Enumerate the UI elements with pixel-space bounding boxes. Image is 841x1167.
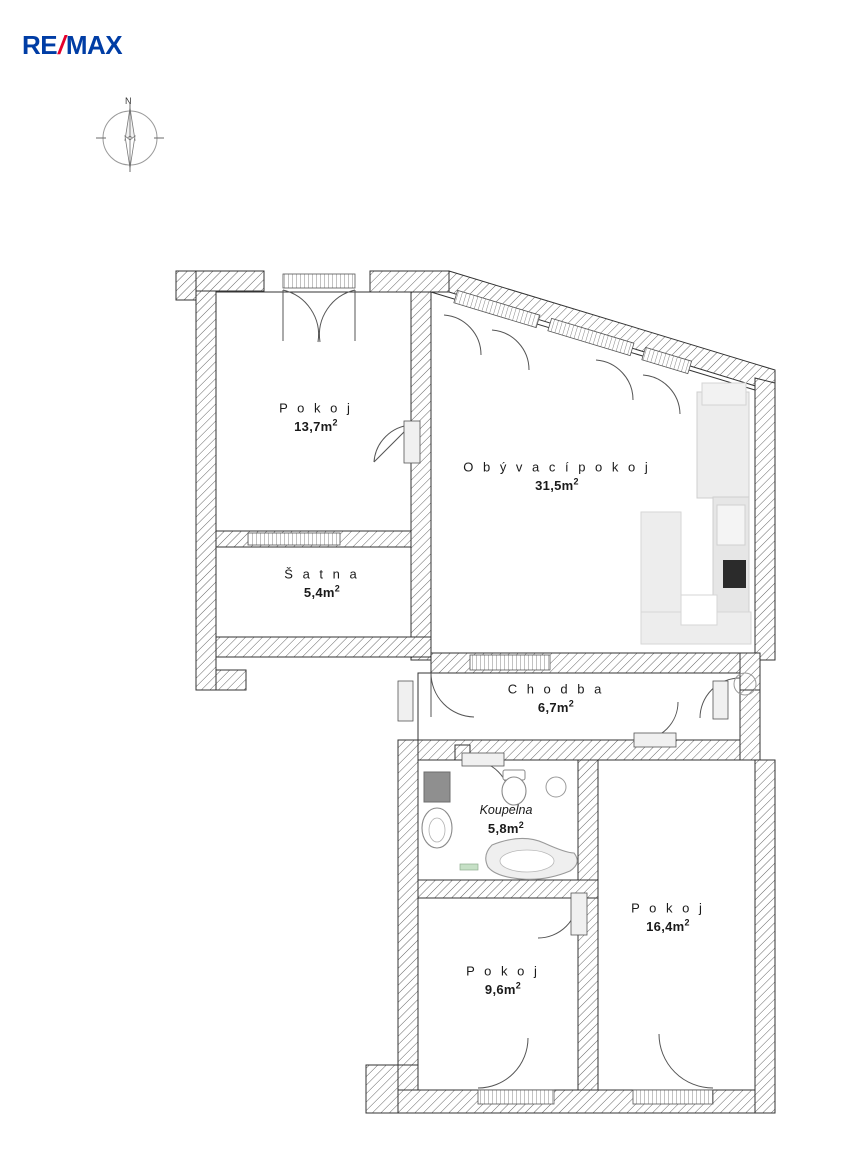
- room-area: $16,4m^2$: [646, 917, 690, 935]
- window-satna: [248, 533, 340, 545]
- room-name: P o k o j: [466, 963, 540, 979]
- window-pokoj-13-7: [283, 274, 355, 288]
- window-pokoj-9-6: [478, 1090, 554, 1104]
- room-area: $9,6m^2$: [484, 980, 522, 998]
- room-label-pokoj-16-4: [631, 901, 705, 936]
- room-name: P o k o j: [631, 900, 705, 916]
- washing-machine-icon: [424, 772, 450, 802]
- room-area: $5,4m^2$: [303, 583, 341, 601]
- toilet-icon: [502, 777, 526, 805]
- room-label-obyvaci-pokoj: [463, 460, 651, 495]
- window-pokoj-16-4: [633, 1090, 713, 1104]
- sink-unit: [717, 505, 745, 545]
- room-area: $13,7m^2$: [294, 417, 338, 435]
- logo-slash: /: [58, 30, 65, 60]
- logo-text-re: RE: [22, 30, 58, 60]
- tall-unit: [702, 383, 746, 405]
- room-name: Koupelna: [479, 802, 533, 817]
- coffee-table: [681, 595, 717, 625]
- room-area: $31,5m^2$: [535, 476, 579, 494]
- room-label-satna: [284, 567, 359, 602]
- stove-icon: [723, 560, 746, 588]
- room-name: O b ý v a c í p o k o j: [463, 459, 651, 475]
- room-name: P o k o j: [279, 400, 353, 416]
- room-name: Š a t n a: [284, 566, 360, 582]
- bath-accessory: [460, 864, 478, 870]
- room-area: $6,7m^2$: [537, 698, 575, 716]
- kitchen-counter-top: [697, 392, 749, 498]
- logo-text-max: MAX: [65, 30, 123, 60]
- room-label-pokoj-9-6: [466, 964, 540, 999]
- room-label-pokoj-13-7: [279, 401, 353, 436]
- opening-obyvaci-chodba: [470, 655, 550, 670]
- room-area: $5,8m^2$: [487, 819, 525, 836]
- room-label-chodba: [508, 682, 605, 717]
- compass-north-label: N: [125, 96, 132, 106]
- room-label-koupelna: [480, 803, 533, 837]
- room-name: C h o d b a: [507, 681, 605, 697]
